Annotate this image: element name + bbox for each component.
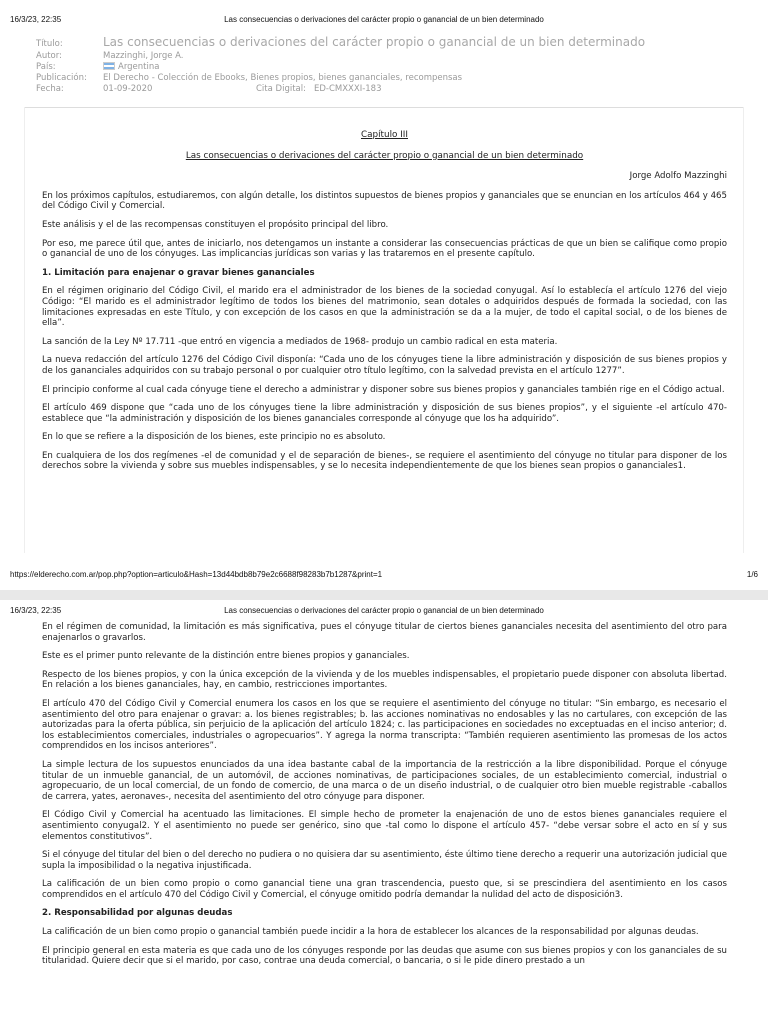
paragraph: El artículo 469 dispone que “cada uno de los cónyuges tiene la libre administración y disposición de sus bienes propios”, y el siguiente -el artículo 470- establece que “la administración y disposición de los bienes gananciales corresponde al cónyuge que los ha adquirido”.: [42, 403, 727, 424]
meta-label: Autor:: [36, 51, 62, 61]
chapter-heading: Capítulo III: [361, 130, 408, 140]
paragraph: Por eso, me parece útil que, antes de iniciarlo, nos detengamos un instante a considerar las consecuencias prácticas de que un bien se califique como propio o ganancial de uno de los cónyuges. Las implicancias jurídicas son varias y las trataremos en el presente capítulo.: [42, 238, 727, 260]
print-timestamp: 16/3/23, 22:35: [10, 606, 62, 615]
print-page-2: [0, 600, 768, 1024]
paragraph: La calificación de un bien como propio o ganancial también puede incidir a la hora de establecer los alcances de la responsabilidad por algunas deudas.: [42, 927, 699, 938]
print-footer: [10, 570, 758, 579]
print-url: https://elderecho.com.ar/pop.php?option=articulo&Hash=13d44bdb8b79e2c6688f98283b7b1287&print=1: [10, 570, 383, 579]
print-title: Las consecuencias o derivaciones del carácter propio o ganancial de un bien determinado: [224, 15, 544, 24]
meta-label: Título:: [36, 39, 63, 49]
paragraph: Este es el primer punto relevante de la distinción entre bienes propios y gananciales.: [42, 651, 410, 662]
meta-cita-value: ED-CMXXXI-183: [313, 84, 382, 94]
content-frame-right: [743, 107, 744, 553]
meta-publication: El Derecho - Colección de Ebooks, Bienes propios, bienes gananciales, recompensas: [103, 73, 463, 83]
chapter-author: Jorge Adolfo Mazzinghi: [629, 171, 727, 182]
meta-label: Cita Digital:: [256, 84, 306, 94]
meta-label: Publicación:: [36, 73, 87, 83]
paragraph: La nueva redacción del artículo 1276 del Código Civil disponía: “Cada uno de los cónyuges tiene la libre administración y disposición de sus bienes propios y de los gananciales adquiridos con su trabajo personal o por cualquier otro título legítimo, con la salvedad prevista en el artículo 1277”.: [42, 355, 727, 376]
meta-date-row: [36, 84, 736, 95]
content-frame-left: [24, 107, 25, 553]
paragraph: La calificación de un bien como propio o como ganancial tiene una gran trascendencia, puesto que, si se prescindiera del asentimiento en los casos comprendidos en el artículo 470 del Código Civil y Comercial, el cónyuge omitido podría demandar la nulidad del acto de disposición3.: [42, 879, 727, 900]
meta-title-row: [36, 37, 736, 51]
paragraph: Este análisis y el de las recompensas constituyen el propósito principal del libro.: [42, 219, 389, 230]
argentina-flag-icon: [103, 62, 115, 70]
print-timestamp: 16/3/23, 22:35: [10, 15, 62, 24]
paragraph: En los próximos capítulos, estudiaremos, con algún detalle, los distintos supuestos de bienes propios y gananciales que se enuncian en los artículos 464 y 465 del Código Civil y Comercial.: [42, 190, 727, 212]
paragraph: En el régimen de comunidad, la limitación es más significativa, pues el cónyuge titular de ciertos bienes gananciales necesita del asentimiento del otro para enajenarlos o gravarlos.: [42, 622, 727, 643]
meta-country-value: [103, 62, 159, 73]
section-heading: 1. Limitación para enajenar o gravar bienes gananciales: [42, 267, 315, 278]
meta-publication-row: [36, 73, 736, 84]
meta-author: Mazzinghi, Jorge A.: [103, 51, 184, 61]
paragraph: El principio conforme al cual cada cónyuge tiene el derecho a administrar y disponer sobre sus bienes propios y gananciales también rige en el Código actual.: [42, 384, 725, 395]
section-heading: 2. Responsabilidad por algunas deudas: [42, 908, 233, 919]
meta-label: País:: [36, 62, 56, 72]
meta-cita: [256, 84, 382, 95]
article-metadata: [36, 37, 736, 95]
paragraph: En el régimen originario del Código Civil, el marido era el administrador de los bienes de la sociedad conyugal. Así lo establecía el artículo 1276 del viejo Código: “El marido es el administrador legítimo de todos los bienes del matrimonio, sean dotales o adquiridos después de formada la sociedad, con las limitaciones expresadas en este Título, y con excepción de los casos en que la administración se da a la mujer, de todo el capital social, o de los bienes de ella”.: [42, 286, 727, 329]
meta-date: 01-09-2020: [103, 84, 153, 94]
paragraph: La simple lectura de los supuestos enunciados da una idea bastante cabal de la importancia de la restricción a la libre disponibilidad. Porque el cónyuge titular de un inmueble ganancial, de un automóvil, de acciones nominativas, de participaciones sociales, de un establecimiento comercial, industrial o agropecuario, de un local comercial, de un fondo de comercio, de una marca o de un diseño industrial, o de cualquier otro bien mueble registrable -caballos de carrera, yates, aeronaves-, necesita del asentimiento del otro cónyuge para disponer.: [42, 759, 727, 802]
meta-date-value: [103, 84, 382, 95]
paragraph: Si el cónyuge del titular del bien o del derecho no pudiera o no quisiera dar su asentimiento, éste último tiene derecho a requerir una autorización judicial que supla la imposibilidad o la negativa injustificada.: [42, 850, 727, 871]
paragraph: En lo que se refiere a la disposición de los bienes, este principio no es absoluto.: [42, 432, 386, 443]
paragraph: La sanción de la Ley Nº 17.711 -que entró en vigencia a mediados de 1968- produjo un cambio radical en esta materia.: [42, 336, 558, 347]
meta-label: Fecha:: [36, 84, 64, 94]
meta-country: Argentina: [118, 62, 160, 72]
content-frame-top: [24, 107, 744, 108]
print-page-number: 1/6: [746, 570, 758, 579]
print-title: Las consecuencias o derivaciones del carácter propio o ganancial de un bien determinado: [224, 606, 544, 615]
paragraph: El artículo 470 del Código Civil y Comercial enumera los casos en los que se requiere el asentimiento del cónyuge no titular: “Sin embargo, es necesario el asentimiento del otro para enajenar o gravar: a. los bienes registrables; b. las acciones nominativas no endosables y las no cartulares, con excepción de las autorizadas para la oferta pública, sin perjuicio de la aplicación del artículo 1824; c. las participaciones en sociedades no exceptuadas en el inciso anterior; d. los establecimientos comerciales, industriales o agropecuarios”. Y agrega la norma transcripta: “También requieren asentimiento las promesas de los actos comprendidos en los incisos anteriores”.: [42, 698, 727, 752]
paragraph: En cualquiera de los dos regímenes -el de comunidad y el de separación de bienes-, se requiere el asentimiento del cónyuge no titular para disponer de los derechos sobre la vivienda y sobre sus muebles indispensables, y se lo necesita independientemente de que los bienes sean propios o gananciales1.: [42, 450, 727, 472]
meta-title: Las consecuencias o derivaciones del carácter propio o ganancial de un bien determinado: [103, 35, 646, 49]
article-body: [42, 130, 727, 480]
article-body-continued: [42, 622, 727, 975]
meta-author-row: [36, 51, 736, 62]
paragraph: El principio general en esta materia es que cada uno de los cónyuges responde por las deudas que asume con sus bienes propios y con los gananciales de su titularidad. Quiere decir que si el marido, por caso, contrae una deuda comercial, o bancaria, o si le pide dinero prestado a un: [42, 945, 727, 967]
meta-country-row: [36, 62, 736, 73]
paragraph: Respecto de los bienes propios, y con la única excepción de la vivienda y de los muebles indispensables, el propietario puede disponer con absoluta libertad. En relación a los bienes gananciales, hay, en cambio, restricciones importantes.: [42, 669, 727, 691]
paragraph: El Código Civil y Comercial ha acentuado las limitaciones. El simple hecho de prometer la enajenación de uno de estos bienes gananciales requiere el asentimiento conyugal2. Y el asentimiento no puede ser genérico, sino que -tal como lo dispone el artículo 457- “debe versar sobre el acto en sí y sus elementos constitutivos”.: [42, 810, 727, 842]
chapter-title: Las consecuencias o derivaciones del carácter propio o ganancial de un bien determinado: [185, 150, 584, 161]
